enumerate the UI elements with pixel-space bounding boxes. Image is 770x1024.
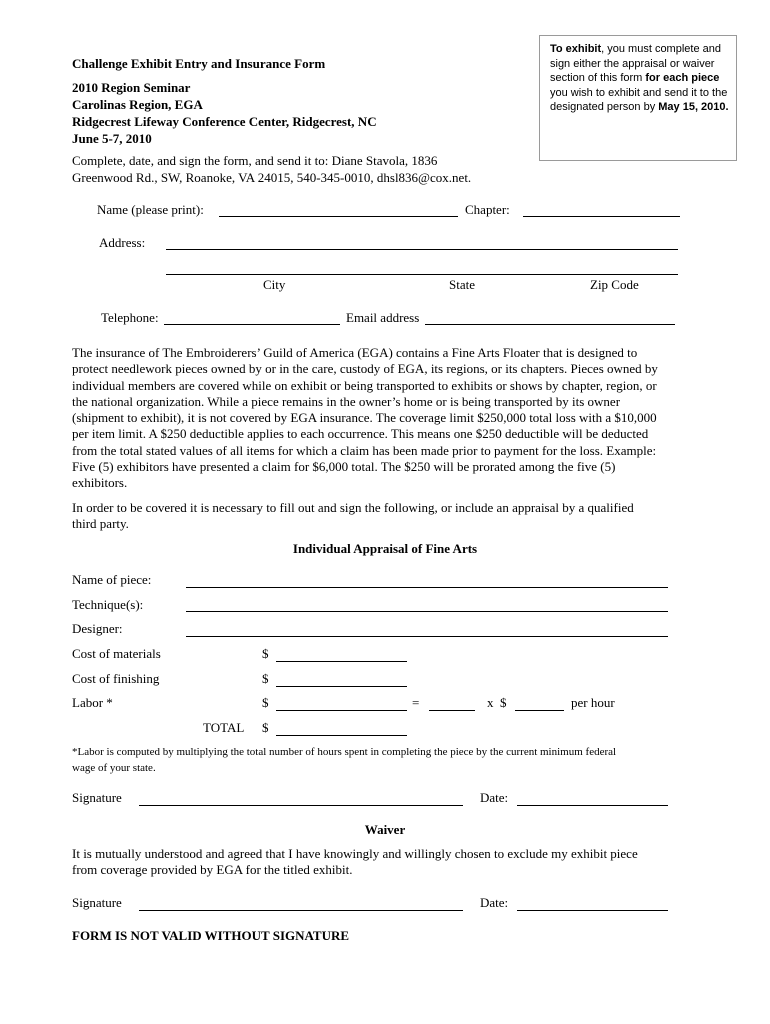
address-label: Address: <box>99 235 146 250</box>
cost-of-materials-label: Cost of materials <box>72 646 161 661</box>
dollar-sign: $ <box>500 695 507 710</box>
notice-text-1: , you must complete and sign either the appraisal or waiver section of this form <box>550 43 721 85</box>
total-label: TOTAL <box>203 720 245 735</box>
technique-field[interactable] <box>186 611 668 612</box>
chapter-field[interactable] <box>523 216 680 217</box>
per-hour-label: per hour <box>571 695 615 710</box>
labor-cost-field[interactable] <box>276 710 407 711</box>
notice-text-2: you wish to exhibit and send it to the designated person by <box>550 86 728 114</box>
times-sign: x <box>487 695 494 710</box>
insurance-line: exhibitors. <box>72 475 128 491</box>
technique-label: Technique(s): <box>72 597 144 612</box>
labor-footnote-line-2: wage of your state. <box>72 762 156 774</box>
notice-lead: To exhibit <box>550 43 602 55</box>
name-label: Name (please print): <box>97 202 204 217</box>
validity-notice: FORM IS NOT VALID WITHOUT SIGNATURE <box>72 928 350 943</box>
name-field[interactable] <box>219 216 458 217</box>
labor-footnote-line-1: *Labor is computed by multiplying the total number of hours spent in completing the piece by the current minimum federal <box>72 746 617 758</box>
appraisal-heading: Individual Appraisal of Fine Arts <box>292 541 478 556</box>
instructions-line-1: Complete, date, and sign the form, and send it to: Diane Stavola, 1836 <box>72 153 438 168</box>
notice-end: . <box>725 101 729 114</box>
insurance-line: from the total stated values of all items for which a claim has been made prior to payment for the loss. Example: <box>72 442 657 458</box>
waiver-date-field[interactable] <box>517 910 668 911</box>
insurance-line: individual members are covered while on exhibit or being transported to exhibits or shows by chapter, region, or <box>72 377 657 393</box>
insurance-line: protect needlework pieces owned by or in the care, custody of EGA, its regions, or its chapters. Pieces owned by <box>72 361 658 377</box>
labor-hours-field[interactable] <box>429 710 475 711</box>
appraisal-signature-field[interactable] <box>139 805 463 806</box>
exhibit-notice-box <box>539 35 737 161</box>
equals-sign: = <box>412 695 420 710</box>
email-field[interactable] <box>425 324 675 325</box>
insurance-line: the national organization. While a piece remains in the owner’s home or is being transported by its owner <box>72 393 621 409</box>
seminar-name: 2010 Region Seminar <box>72 80 191 95</box>
hourly-wage-field[interactable] <box>515 710 564 711</box>
name-of-piece-field[interactable] <box>186 587 668 588</box>
telephone-label: Telephone: <box>101 310 159 325</box>
seminar-dates: June 5-7, 2010 <box>72 131 152 146</box>
address-field-line-1[interactable] <box>166 249 678 250</box>
waiver-signature-field[interactable] <box>139 910 463 911</box>
designer-field[interactable] <box>186 636 668 637</box>
dollar-sign: $ <box>262 646 269 661</box>
designer-label: Designer: <box>72 621 123 636</box>
name-of-piece-label: Name of piece: <box>72 572 152 587</box>
waiver-text-line-2: from coverage provided by EGA for the titled exhibit. <box>72 862 353 877</box>
dollar-sign: $ <box>262 720 269 735</box>
state-label: State <box>449 277 475 292</box>
cost-of-materials-field[interactable] <box>276 661 407 662</box>
labor-label: Labor * <box>72 695 113 710</box>
total-field[interactable] <box>276 735 407 736</box>
city-label: City <box>263 277 286 292</box>
dollar-sign: $ <box>262 695 269 710</box>
waiver-heading: Waiver <box>364 822 406 837</box>
cost-of-finishing-label: Cost of finishing <box>72 671 160 686</box>
venue-name: Ridgecrest Lifeway Conference Center, Ridgecrest, NC <box>72 114 377 129</box>
waiver-signature-label: Signature <box>72 895 122 910</box>
telephone-field[interactable] <box>164 324 340 325</box>
appraisal-signature-label: Signature <box>72 790 122 805</box>
coverage-line: In order to be covered it is necessary to fill out and sign the following, or include an appraisal by a qualified <box>72 500 634 515</box>
email-label: Email address <box>346 310 420 325</box>
form-title: Challenge Exhibit Entry and Insurance Form <box>72 56 326 71</box>
notice-emphasis: for each piece <box>645 72 720 85</box>
insurance-line: per item limit. A $250 deductible applies to each occurrence. This means one $250 deductible will be deducted <box>72 426 649 442</box>
instructions-line-2: Greenwood Rd., SW, Roanoke, VA 24015, 540-345-0010, dhsl836@cox.net. <box>72 170 472 185</box>
appraisal-date-label: Date: <box>480 790 509 805</box>
address-field-line-2[interactable] <box>166 274 678 275</box>
region-name: Carolinas Region, EGA <box>72 97 203 112</box>
waiver-text-line-1: It is mutually understood and agreed that I have knowingly and willingly chosen to exclude my exhibit piece <box>72 846 638 861</box>
insurance-line: (shipment to exhibit), it is not covered by EGA insurance. The coverage limit $250,000 total loss with a $10,000 <box>72 410 657 426</box>
insurance-line: The insurance of The Embroiderers’ Guild of America (EGA) contains a Fine Arts Floater that is designed to <box>72 345 638 360</box>
coverage-paragraph <box>72 500 702 533</box>
dollar-sign: $ <box>262 671 269 686</box>
notice-deadline: May 15, 2010 <box>658 101 726 114</box>
insurance-line: Five (5) exhibitors have presented a claim for $6,000 total. The $250 will be prorated among the five (5) <box>72 459 616 475</box>
coverage-line: third party. <box>72 516 129 532</box>
zip-code-label: Zip Code <box>590 277 639 292</box>
insurance-paragraph <box>72 345 702 492</box>
chapter-label: Chapter: <box>465 202 510 217</box>
cost-of-finishing-field[interactable] <box>276 686 407 687</box>
waiver-date-label: Date: <box>480 895 509 910</box>
appraisal-date-field[interactable] <box>517 805 668 806</box>
